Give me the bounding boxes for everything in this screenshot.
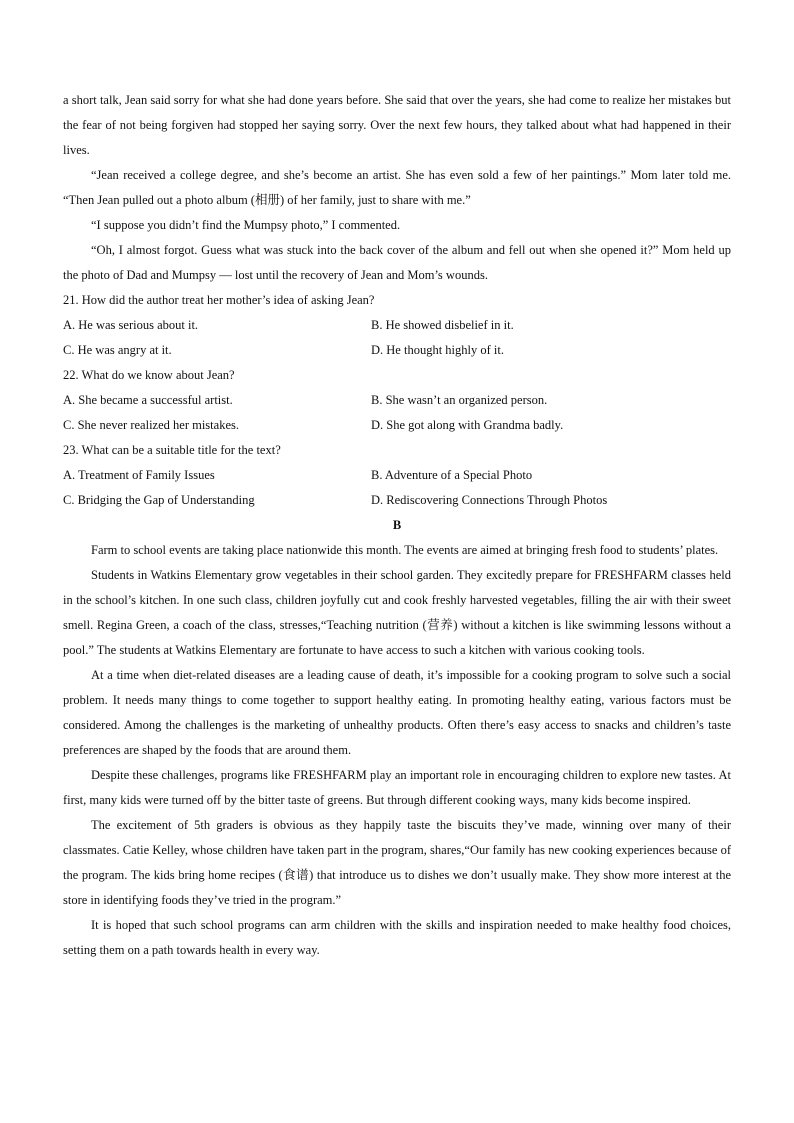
exam-page: [63, 88, 731, 963]
option-b: B. She wasn’t an organized person.: [371, 393, 548, 407]
passage-b-paragraph-2: Students in Watkins Elementary grow vegetables in their school garden. They excitedly prepare for FRESHFARM classes held in the school’s kitchen. In one such class, children joyfully cut and cook freshly harvested vegetables, filling the air with their sweet smell. Regina Green, a coach of the class, stresses,“Teaching nutrition (营养) without a kitchen is like swimming lessons without a pool.” The students at Watkins Elementary are fortunate to have access to such a kitchen with various cooking tools.: [63, 568, 731, 657]
option-d: D. She got along with Grandma badly.: [371, 418, 564, 432]
passage-b-paragraph-6: It is hoped that such school programs can arm children with the skills and inspiration needed to make healthy food choices, setting them on a path towards health in every way.: [63, 918, 731, 957]
option-d: D. Rediscovering Connections Through Photos: [371, 493, 608, 507]
passage-a-paragraph-3: “I suppose you didn’t find the Mumpsy photo,” I commented.: [91, 218, 401, 232]
section-title: B: [392, 518, 402, 532]
option-a: A. He was serious about it.: [63, 318, 199, 332]
question-stem: 23. What can be a suitable title for the text?: [63, 443, 281, 457]
passage-b: [63, 513, 731, 963]
passage-b-paragraph-4: Despite these challenges, programs like FRESHFARM play an important role in encouraging children to explore new tastes. At first, many kids were turned off by the bitter taste of greens. But through different cooking ways, many kids become inspired.: [63, 768, 731, 807]
option-d: D. He thought highly of it.: [371, 343, 504, 357]
option-row: [63, 388, 731, 413]
question-22: [63, 363, 731, 438]
question-stem: 22. What do we know about Jean?: [63, 368, 235, 382]
passage-a-paragraph-1: a short talk, Jean said sorry for what she had done years before. She said that over the years, she had come to realize her mistakes but the fear of not being forgiven had stopped her saying sorry. Over the next few hours, they talked about what had happened in their lives.: [63, 93, 731, 157]
option-row: [63, 338, 731, 363]
passage-a: [63, 88, 731, 288]
passage-b-paragraph-1: Farm to school events are taking place nationwide this month. The events are aimed at bringing fresh food to students’ plates.: [91, 543, 719, 557]
option-b: B. He showed disbelief in it.: [371, 318, 514, 332]
option-a: A. She became a successful artist.: [63, 393, 233, 407]
option-row: [63, 488, 731, 513]
option-c: C. He was angry at it.: [63, 343, 172, 357]
option-row: [63, 413, 731, 438]
question-23: [63, 438, 731, 513]
question-stem: 21. How did the author treat her mother’s idea of asking Jean?: [63, 293, 375, 307]
option-a: A. Treatment of Family Issues: [63, 468, 215, 482]
passage-a-paragraph-4: “Oh, I almost forgot. Guess what was stuck into the back cover of the album and fell out when she opened it?” Mom held up the photo of Dad and Mumpsy — lost until the recovery of Jean and Mom’s wounds.: [63, 243, 731, 282]
passage-b-paragraph-5: The excitement of 5th graders is obvious as they happily taste the biscuits they’ve made, winning over many of their classmates. Catie Kelley, whose children have taken part in the program, shares,“Our family has new cooking experiences because of the program. The kids bring home recipes (食谱) that introduce us to dishes we don’t usually make. They show more interest at the store in identifying foods they’ve tried in the program.”: [63, 818, 731, 907]
option-row: [63, 313, 731, 338]
passage-b-paragraph-3: At a time when diet-related diseases are a leading cause of death, it’s impossible for a cooking program to solve such a social problem. It needs many things to come together to support healthy eating. In promoting healthy eating, various factors must be considered. Among the challenges is the marketing of unhealthy products. Often there’s easy access to snacks and children’s taste preferences are shaped by the foods that are around them.: [63, 668, 731, 757]
option-row: [63, 463, 731, 488]
question-21: [63, 288, 731, 363]
option-b: B. Adventure of a Special Photo: [371, 468, 533, 482]
option-c: C. Bridging the Gap of Understanding: [63, 493, 255, 507]
option-c: C. She never realized her mistakes.: [63, 418, 239, 432]
passage-a-paragraph-2: “Jean received a college degree, and she’s become an artist. She has even sold a few of her paintings.” Mom later told me. “Then Jean pulled out a photo album (相册) of her family, just to share with me.”: [63, 168, 731, 207]
